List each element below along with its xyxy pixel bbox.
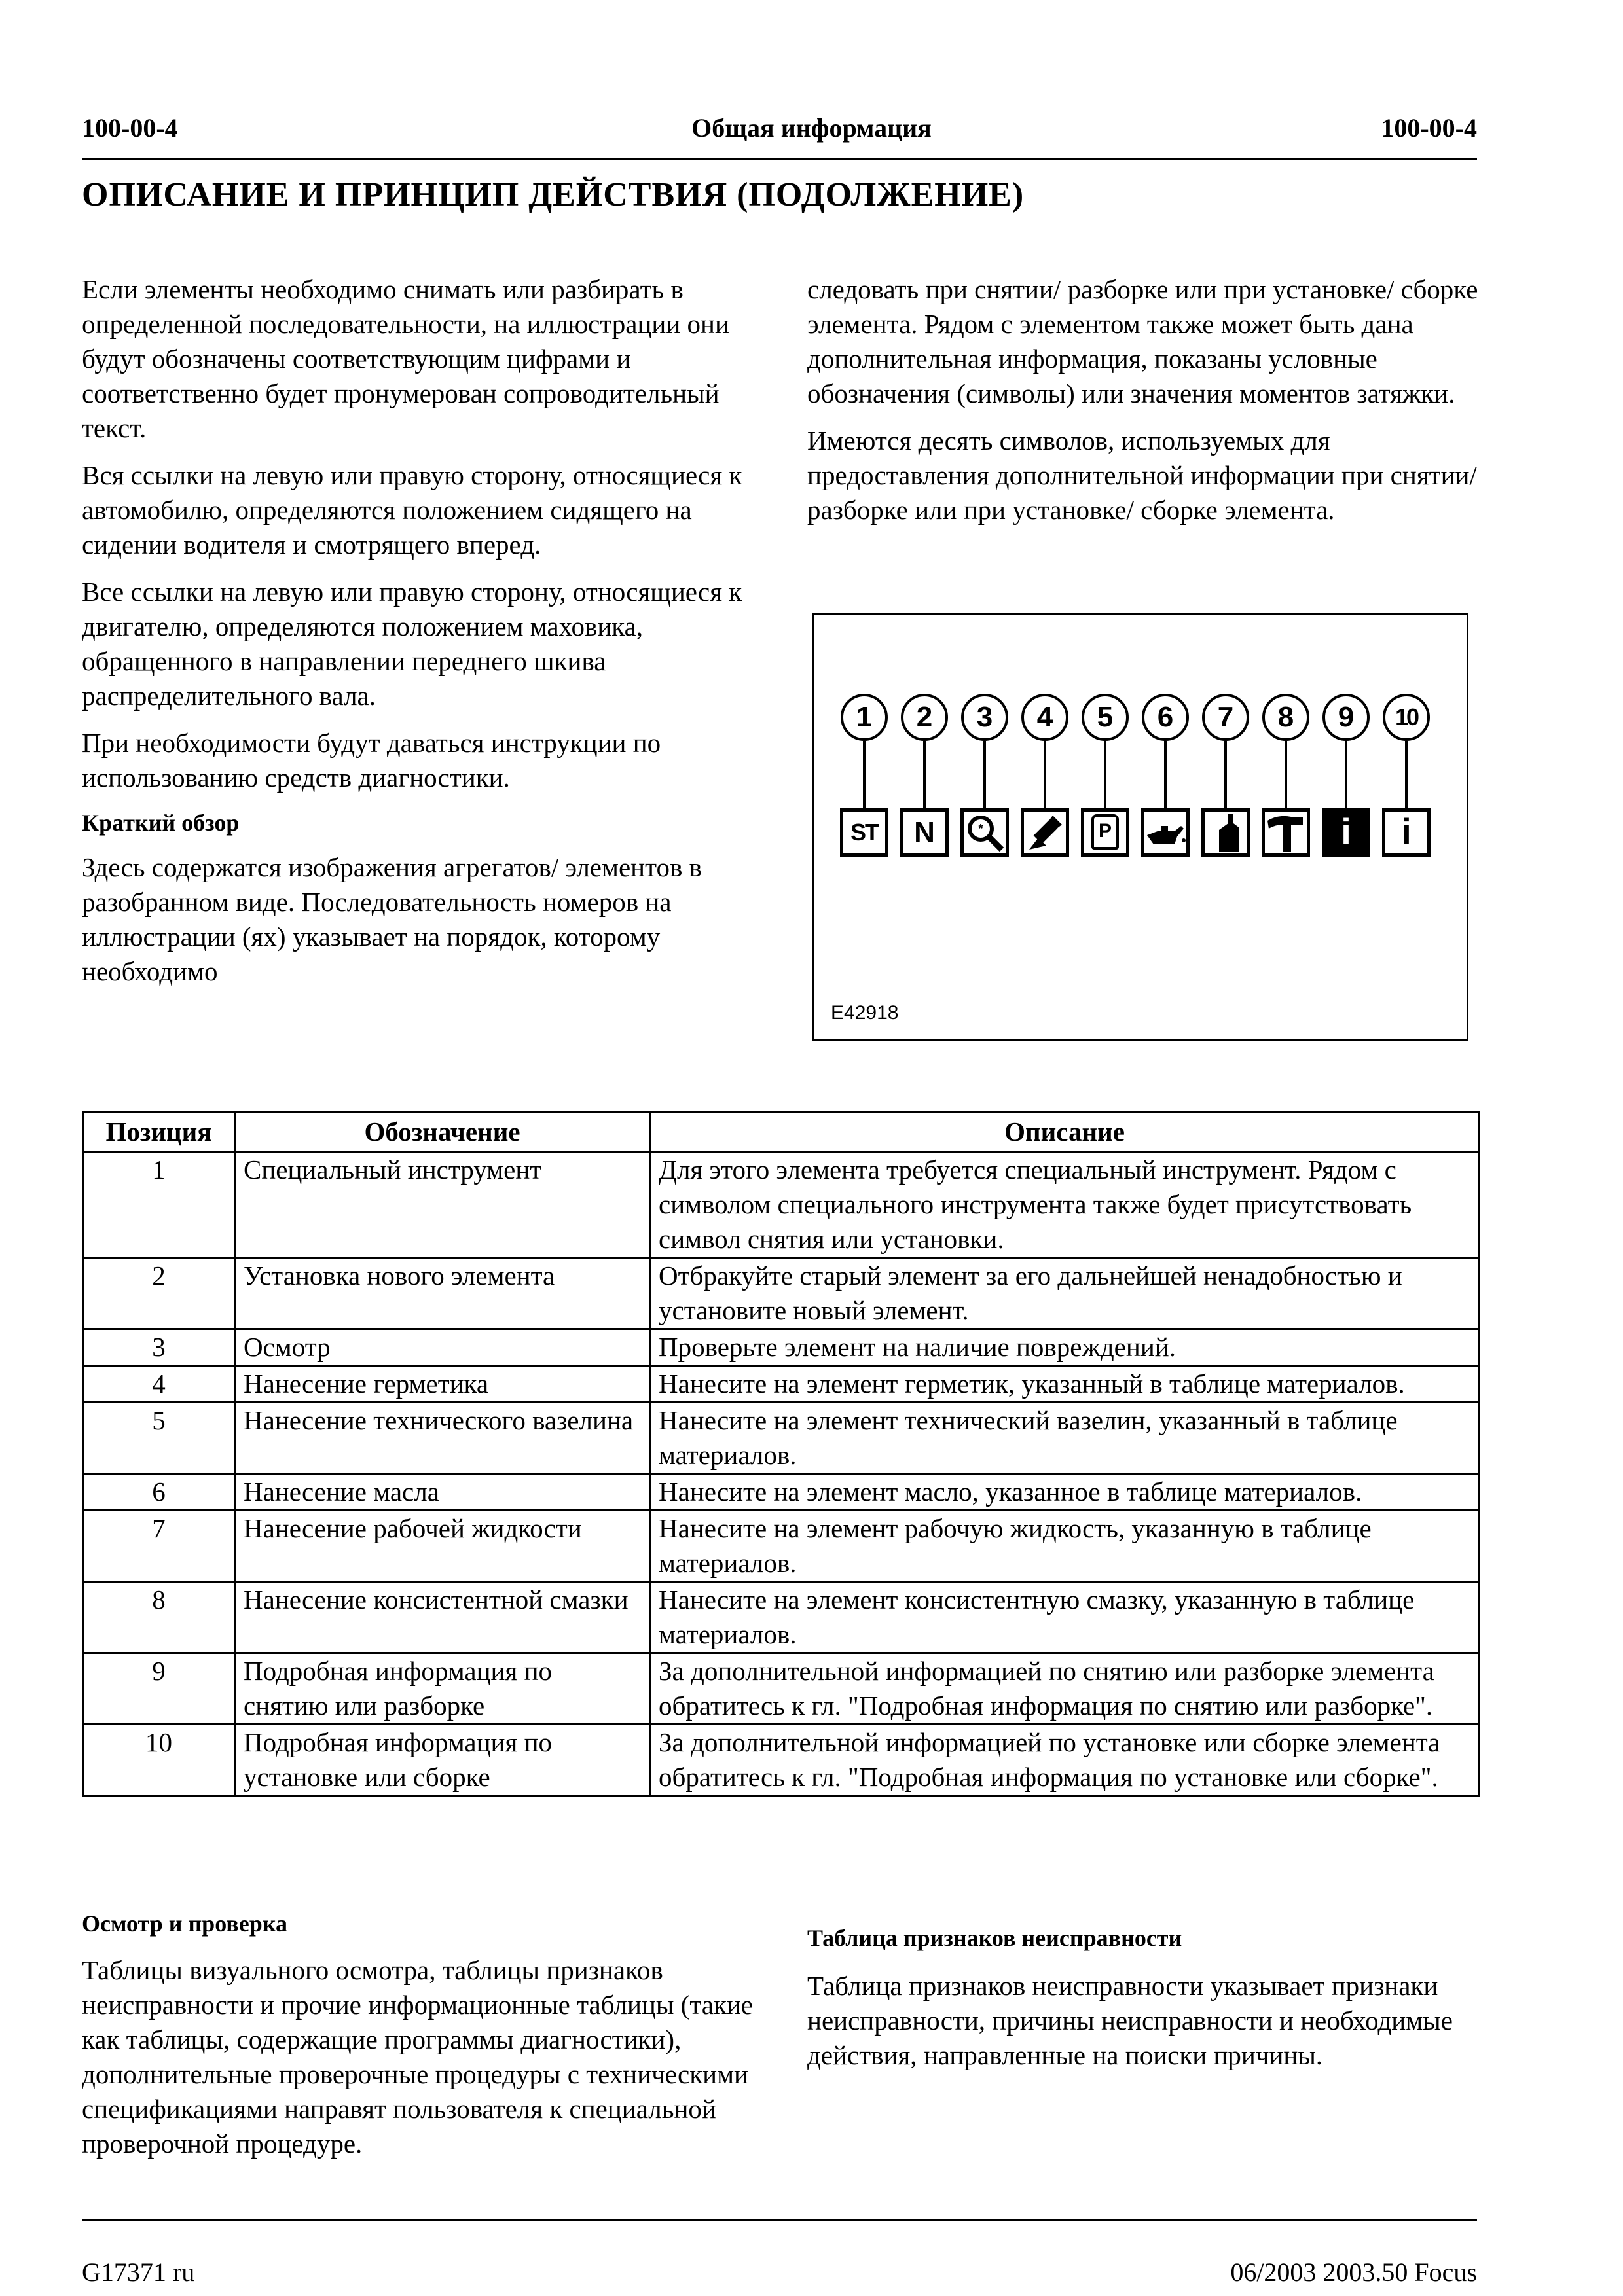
table-header-row [83,1113,1480,1152]
header-rule [82,158,1477,160]
removal-info-icon: i [1322,808,1370,857]
cell-designation: Нанесение масла [235,1474,650,1511]
petroleum-jelly-icon: P [1081,808,1129,857]
subheading-symptom-table: Таблица признаков неисправности [807,1925,1182,1951]
callout-number-4: 4 [1021,694,1068,741]
table-row [83,1582,1480,1653]
footer-edition: 06/2003 2003.50 Focus [1230,2257,1477,2287]
cell-designation: Нанесение герметика [235,1366,650,1403]
page-title: ОПИСАНИЕ И ПРИНЦИП ДЕЙСТВИЯ (ПОДОЛЖЕНИЕ) [82,176,1025,213]
callout-number-2: 2 [901,694,948,741]
paragraph: Все ссылки на левую или правую сторону, относящиеся к двигателю, определяются положением маховика, обращенного в направлении переднего шкива распределительного вала. [82,577,742,711]
symptom-table-section [807,1923,1482,2085]
column-header: Позиция [83,1113,235,1152]
cell-designation: Нанесение рабочей жидкости [235,1511,650,1582]
cell-position: 6 [83,1474,235,1511]
cell-description: Нанесите на элемент герметик, указанный в таблице материалов. [650,1366,1480,1403]
table-row [83,1403,1480,1474]
cell-position: 3 [83,1329,235,1366]
callout-leader-line [1044,741,1046,808]
callout-leader-line [1405,741,1408,808]
callout-number-1: 1 [841,694,888,741]
callout-leader-line [1104,741,1106,808]
callout-number-3: 3 [961,694,1008,741]
cell-description: Нанесите на элемент технический вазелин, указанный в таблице материалов. [650,1403,1480,1474]
footer-rule [82,2219,1477,2221]
header-section-title: Общая информация [691,113,932,143]
callout-leader-line [923,741,926,808]
callout-number-5: 5 [1082,694,1129,741]
column-header: Обозначение [235,1113,650,1152]
grease-gun-icon [1262,808,1310,857]
callout-leader-line [1285,741,1287,808]
table-row [83,1474,1480,1511]
paragraph: Имеются десять символов, используемых для предоставления дополнительной информации при снятии/ разборке или при установке/ сборке элемента. [807,425,1477,525]
footer-document-code: G17371 ru [82,2257,195,2287]
cell-designation: Установка нового элемента [235,1258,650,1329]
callout-number-7: 7 [1202,694,1249,741]
cell-designation: Подробная информация по установке или сборке [235,1725,650,1796]
callout-number-8: 8 [1262,694,1309,741]
oil-can-icon [1141,808,1190,857]
cell-position: 9 [83,1653,235,1725]
callout-leader-line [983,741,986,808]
cell-designation: Специальный инструмент [235,1152,650,1258]
column-header: Описание [650,1113,1480,1152]
left-column [82,272,756,1001]
symbols-table [82,1111,1480,1797]
callout-leader-line [863,741,866,808]
subheading-overview: Краткий обзор [82,810,240,836]
cell-designation: Нанесение консистентной смазки [235,1582,650,1653]
table-row [83,1653,1480,1725]
header-page-number-right: 100-00-4 [1381,113,1477,143]
paragraph: Здесь содержатся изображения агрегатов/ элементов в разобранном виде. Последовательность номеров на иллюстрации (ях) указывает на порядок, которому необходимо [82,852,702,986]
cell-position: 7 [83,1511,235,1582]
callout-leader-line [1345,741,1347,808]
table-row [83,1725,1480,1796]
subheading-inspection: Осмотр и проверка [82,1910,287,1937]
cell-description: Проверьте элемент на наличие повреждений. [650,1329,1480,1366]
table-row [83,1329,1480,1366]
paragraph: следовать при снятии/ разборке или при установке/ сборке элемента. Рядом с элементом также может быть дана дополнительная информация, показаны условные обозначения (символы) или значения моментов затяжки. [807,274,1478,408]
cell-description: Нанесите на элемент консистентную смазку, указанную в таблице материалов. [650,1582,1480,1653]
cell-position: 1 [83,1152,235,1258]
callout-number-6: 6 [1142,694,1189,741]
installation-info-icon: i [1382,808,1431,857]
callout-leader-line [1164,741,1167,808]
cell-description: За дополнительной информацией по установке или сборке элемента обратитесь к гл. "Подробная информация по установке или сборке". [650,1725,1480,1796]
paragraph: Таблицы визуального осмотра, таблицы признаков неисправности и прочие информационные таблицы (такие как таблицы, содержащие программы диагностики), дополнительные проверочные процедуры с техническими спецификациями направят пользователя к специальной проверочной процедуре. [82,1955,753,2159]
fluid-bottle-icon [1201,808,1250,857]
cell-position: 10 [83,1725,235,1796]
inspection-section [82,1909,763,2174]
paragraph: При необходимости будут даваться инструкции по использованию средств диагностики. [82,728,661,793]
cell-position: 2 [83,1258,235,1329]
cell-designation: Подробная информация по снятию или разборке [235,1653,650,1725]
table-row [83,1511,1480,1582]
cell-description: Отбракуйте старый элемент за его дальнейшей ненадобностью и установите новый элемент. [650,1258,1480,1329]
cell-description: За дополнительной информацией по снятию или разборке элемента обратитесь к гл. "Подробная информация по снятию или разборке". [650,1653,1480,1725]
cell-designation: Осмотр [235,1329,650,1366]
inspect-icon [960,808,1009,857]
new-part-icon: N [900,808,949,857]
callout-leader-line [1224,741,1227,808]
symbols-figure [812,613,1468,1041]
callout-number-9: 9 [1322,694,1370,741]
paragraph: Если элементы необходимо снимать или разбирать в определенной последовательности, на иллюстрации они будут обозначены соответствующим цифрами и соответственно будет пронумерован сопроводительный текст. [82,274,729,443]
figure-code: E42918 [831,1002,899,1024]
table-row [83,1258,1480,1329]
cell-description: Нанесите на элемент рабочую жидкость, указанную в таблице материалов. [650,1511,1480,1582]
right-column [807,272,1482,540]
cell-position: 5 [83,1403,235,1474]
special-tool-icon: ST [840,808,888,857]
paragraph: Таблица признаков неисправности указывает признаки неисправности, причины неисправности и необходимые действия, направленные на поиски причины. [807,1971,1453,2070]
cell-position: 8 [83,1582,235,1653]
callout-number-10: 10 [1383,694,1430,741]
svg-text:*: * [978,822,983,835]
cell-description: Для этого элемента требуется специальный инструмент. Рядом с символом специального инструмента также будет присутствовать символ снятия или установки. [650,1152,1480,1258]
cell-description: Нанесите на элемент масло, указанное в таблице материалов. [650,1474,1480,1511]
table-row [83,1366,1480,1403]
paragraph: Вся ссылки на левую или правую сторону, относящиеся к автомобилю, определяются положением сидящего на сидении водителя и смотрящего вперед. [82,460,742,560]
sealant-icon [1021,808,1069,857]
header-page-number-left: 100-00-4 [82,113,178,143]
table-row [83,1152,1480,1258]
cell-designation: Нанесение технического вазелина [235,1403,650,1474]
cell-position: 4 [83,1366,235,1403]
